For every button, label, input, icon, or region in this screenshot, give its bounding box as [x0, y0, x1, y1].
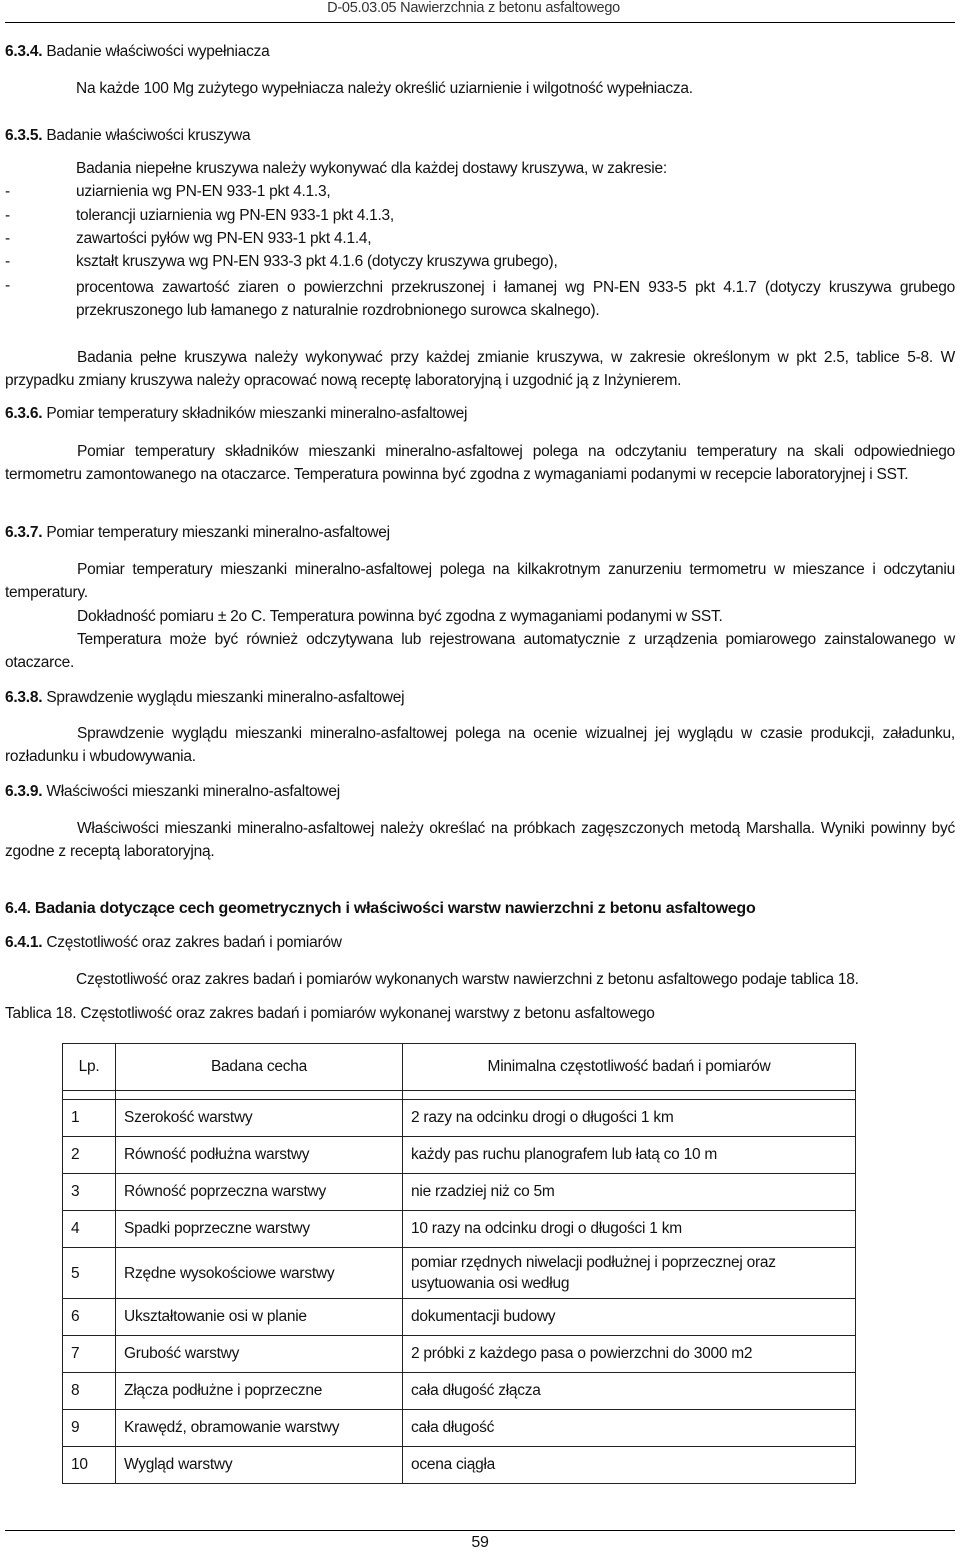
bullet-dash: -: [5, 277, 10, 294]
bullet-item: uziarnienia wg PN-EN 933-1 pkt 4.1.3,: [76, 183, 331, 200]
section-number: 6.3.7.: [5, 524, 43, 541]
feature-cell: Równość poprzeczna warstwy: [116, 1174, 403, 1211]
section-title: Badanie właściwości wypełniacza: [46, 43, 270, 60]
table-row: [63, 1373, 856, 1410]
footer-divider: [5, 1530, 955, 1531]
section-title: Właściwości mieszanki mineralno-asfaltowej: [46, 783, 340, 800]
header-spacer-row: [63, 1091, 856, 1100]
table-row: [63, 1299, 856, 1336]
table-row: [63, 1100, 856, 1137]
feature-cell: Spadki poprzeczne warstwy: [116, 1211, 403, 1248]
frequency-cell: cała długość: [403, 1410, 856, 1447]
frequency-cell: nie rzadziej niż co 5m: [403, 1174, 856, 1211]
full-aggregate-tests: Badania pełne kruszywa należy wykonywać przy każdej zmianie kruszywa, w zakresie określonym w pkt 2.5, tablice 5-8. W przypadku zmiany kruszywa należy opracować nową receptę laboratoryjną i uzgodnić ją z Inżynierem.: [5, 349, 955, 389]
bullet-dash: -: [5, 230, 10, 247]
bullet-dash: -: [5, 183, 10, 200]
table-header-row: [63, 1044, 856, 1091]
feature-cell: Złącza podłużne i poprzeczne: [116, 1373, 403, 1410]
feature-cell: Wygląd warstwy: [116, 1447, 403, 1484]
section-number: 6.3.9.: [5, 783, 43, 800]
row-number: 4: [63, 1211, 116, 1248]
frequency-cell: każdy pas ruchu planografem lub łatą co 10 m: [403, 1137, 856, 1174]
table-row: [63, 1410, 856, 1447]
mix-temperature-text: Pomiar temperatury mieszanki mineralno-asfaltowej polega na kilkakrotnym zanurzeniu termometru w mieszance i odczytaniu temperatury.: [5, 561, 955, 601]
section-6-3-6-heading: [5, 405, 467, 423]
section-title: Częstotliwość oraz zakres badań i pomiarów: [46, 934, 342, 951]
bullet-dash: -: [5, 207, 10, 224]
table-caption: Tablica 18. Częstotliwość oraz zakres badań i pomiarów wykonanej warstwy z betonu asfaltowego: [5, 1005, 655, 1022]
frequency-intro: Częstotliwość oraz zakres badań i pomiarów wykonanych warstw nawierzchni z betonu asfaltowego podaje tablica 18.: [76, 971, 859, 988]
section-6-3-9-heading: [5, 783, 340, 801]
bullet-item: zawartości pyłów wg PN-EN 933-1 pkt 4.1.4,: [76, 230, 372, 247]
row-number: 2: [63, 1137, 116, 1174]
document-code: D-05.03.05 Nawierzchnia z betonu asfaltowego: [327, 0, 620, 16]
table-row: [63, 1211, 856, 1248]
frequency-cell: pomiar rzędnych niwelacji podłużnej i poprzecznej oraz usytuowania osi według: [403, 1248, 856, 1299]
header-divider: [5, 22, 955, 23]
feature-cell: Ukształtowanie osi w planie: [116, 1299, 403, 1336]
aggregate-intro: Badania niepełne kruszywa należy wykonywać dla każdej dostawy kruszywa, w zakresie:: [76, 160, 667, 177]
frequency-cell: 10 razy na odcinku drogi o długości 1 km: [403, 1211, 856, 1248]
row-number: 7: [63, 1336, 116, 1373]
feature-cell: Równość podłużna warstwy: [116, 1137, 403, 1174]
section-number: 6.3.6.: [5, 405, 43, 422]
section-6-4-1-heading: [5, 934, 342, 952]
table-row: [63, 1248, 856, 1299]
mix-properties-text: Właściwości mieszanki mineralno-asfaltowej należy określać na próbkach zagęszczonych metodą Marshalla. Wyniki powinny być zgodne z receptą laboratoryjną.: [5, 820, 955, 860]
frequency-cell: ocena ciągła: [403, 1447, 856, 1484]
column-header-frequency: Minimalna częstotliwość badań i pomiarów: [403, 1044, 856, 1091]
section-title: Badanie właściwości kruszywa: [46, 127, 251, 144]
section-6-3-5-heading: [5, 127, 250, 145]
section-6-4-heading: 6.4. Badania dotyczące cech geometrycznych i właściwości warstw nawierzchni z betonu asfaltowego: [5, 900, 756, 917]
mix-appearance-text: Sprawdzenie wyglądu mieszanki mineralno-asfaltowej polega na ocenie wizualnej jej wyglądu w czasie produkcji, załadunku, rozładunku i wbudowywania.: [5, 725, 955, 765]
section-number: 6.4.1.: [5, 934, 43, 951]
row-number: 10: [63, 1447, 116, 1484]
feature-cell: Grubość warstwy: [116, 1336, 403, 1373]
table-row: [63, 1447, 856, 1484]
section-6-3-4-heading: [5, 43, 269, 61]
row-number: 8: [63, 1373, 116, 1410]
feature-cell: Krawędź, obramowanie warstwy: [116, 1410, 403, 1447]
page-number: 59: [471, 1534, 489, 1551]
frequency-cell: dokumentacji budowy: [403, 1299, 856, 1336]
column-header-feature: Badana cecha: [116, 1044, 403, 1091]
testing-frequency-table: [62, 1043, 856, 1484]
automatic-reading-text: Temperatura może być również odczytywana lub rejestrowana automatycznie z urządzenia pomiarowego zainstalowanego w otaczarce.: [5, 631, 955, 671]
row-number: 3: [63, 1174, 116, 1211]
feature-cell: Szerokość warstwy: [116, 1100, 403, 1137]
filler-testing-text: Na każde 100 Mg zużytego wypełniacza należy określić uziarnienie i wilgotność wypełniacza.: [76, 80, 693, 97]
table-row: [63, 1174, 856, 1211]
table-row: [63, 1336, 856, 1373]
component-temperature-text: Pomiar temperatury składników mieszanki mineralno-asfaltowej polega na odczytaniu temperatury na skali odpowiedniego termometru zamontowanego na otaczarce. Temperatura powinna być zgodna z wymaganiami podanymi w recepcie laboratoryjnej i SST.: [5, 443, 955, 483]
section-title: Pomiar temperatury mieszanki mineralno-asfaltowej: [46, 524, 390, 541]
bullet-item: kształt kruszywa wg PN-EN 933-3 pkt 4.1.6 (dotyczy kruszywa grubego),: [76, 253, 558, 270]
section-6-3-8-heading: [5, 689, 404, 707]
section-title: Pomiar temperatury składników mieszanki mineralno-asfaltowej: [46, 405, 468, 422]
table-row: [63, 1137, 856, 1174]
row-number: 1: [63, 1100, 116, 1137]
column-header-lp: Lp.: [63, 1044, 116, 1091]
frequency-cell: 2 razy na odcinku drogi o długości 1 km: [403, 1100, 856, 1137]
row-number: 6: [63, 1299, 116, 1336]
section-title: Sprawdzenie wyglądu mieszanki mineralno-asfaltowej: [46, 689, 405, 706]
section-6-3-7-heading: [5, 524, 390, 542]
frequency-cell: 2 próbki z każdego pasa o powierzchni do 3000 m2: [403, 1336, 856, 1373]
section-number: 6.3.4.: [5, 43, 43, 60]
section-number: 6.3.5.: [5, 127, 43, 144]
bullet-item: tolerancji uziarnienia wg PN-EN 933-1 pkt 4.1.3,: [76, 207, 394, 224]
bullet-item: procentowa zawartość ziaren o powierzchni przekruszonej i łamanej wg PN-EN 933-5 pkt 4.1.7 (dotyczy kruszywa grubego przekruszonego lub łamanego z naturalnie rozdrobnionego surowca skalnego).: [76, 279, 955, 319]
section-number: 6.3.8.: [5, 689, 43, 706]
feature-cell: Rzędne wysokościowe warstwy: [116, 1248, 403, 1299]
measurement-accuracy-text: Dokładność pomiaru ± 2o C. Temperatura powinna być zgodna z wymaganiami podanymi w SST.: [77, 608, 723, 625]
bullet-dash: -: [5, 253, 10, 270]
frequency-cell: cała długość złącza: [403, 1373, 856, 1410]
row-number: 5: [63, 1248, 116, 1299]
row-number: 9: [63, 1410, 116, 1447]
